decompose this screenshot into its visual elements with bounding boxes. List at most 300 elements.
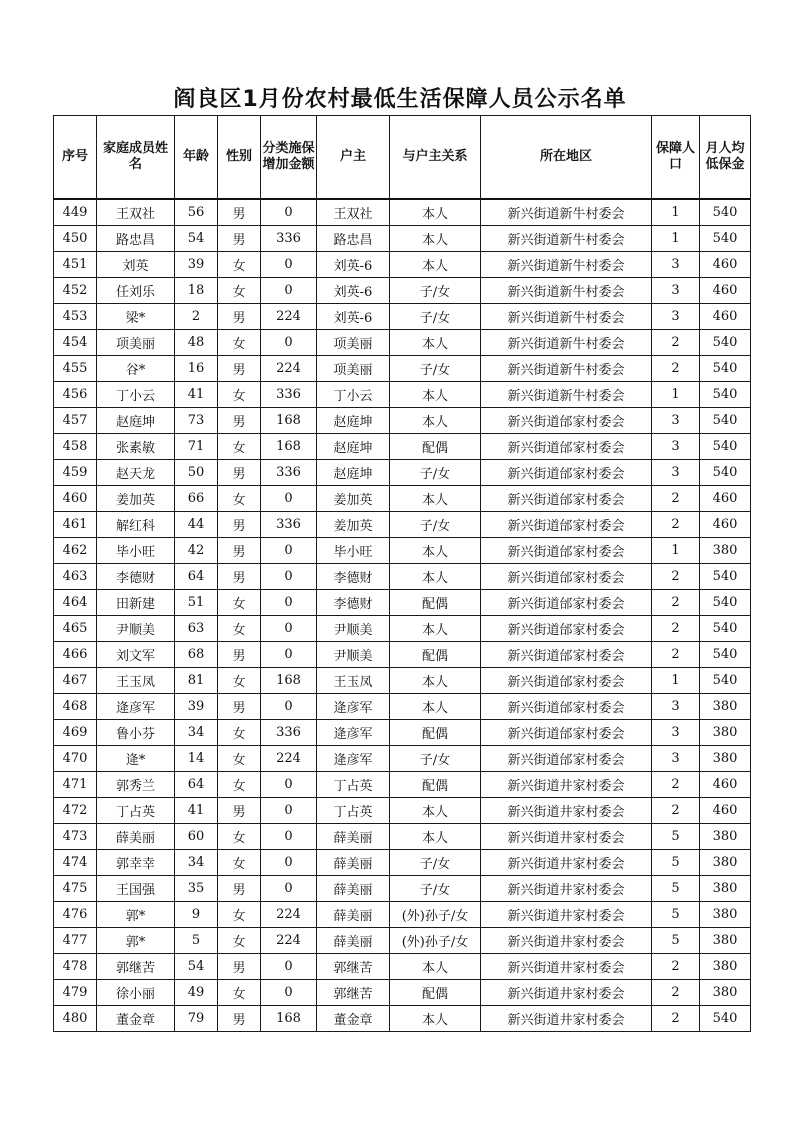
cell-age: 44: [175, 512, 218, 538]
cell-household-head: 王玉凤: [317, 668, 390, 694]
cell-relation: 本人: [390, 408, 481, 434]
cell-relation: 本人: [390, 694, 481, 720]
cell-covered-persons: 3: [652, 434, 700, 460]
cell-gender: 女: [218, 824, 261, 850]
cell-relation: 配偶: [390, 590, 481, 616]
cell-relation: 本人: [390, 252, 481, 278]
col-header-monthly-allowance: 月人均低保金: [700, 116, 751, 200]
cell-covered-persons: 3: [652, 408, 700, 434]
table-row: [54, 954, 751, 980]
cell-member-name: 王双社: [97, 199, 175, 226]
cell-region: 新兴街道邰家村委会: [481, 746, 652, 772]
cell-household-head: 薛美丽: [317, 928, 390, 954]
cell-extra-amount: 0: [261, 616, 317, 642]
cell-age: 48: [175, 330, 218, 356]
cell-region: 新兴街道邰家村委会: [481, 642, 652, 668]
cell-gender: 男: [218, 199, 261, 226]
cell-member-name: 赵天龙: [97, 460, 175, 486]
cell-covered-persons: 1: [652, 226, 700, 252]
cell-household-head: 逄彦军: [317, 694, 390, 720]
cell-index: 471: [54, 772, 97, 798]
cell-member-name: 梁*: [97, 304, 175, 330]
cell-covered-persons: 2: [652, 772, 700, 798]
table-row: [54, 382, 751, 408]
cell-age: 63: [175, 616, 218, 642]
cell-member-name: 鲁小芬: [97, 720, 175, 746]
cell-household-head: 薛美丽: [317, 902, 390, 928]
cell-gender: 男: [218, 460, 261, 486]
cell-member-name: 路忠昌: [97, 226, 175, 252]
cell-gender: 男: [218, 642, 261, 668]
cell-relation: 配偶: [390, 980, 481, 1006]
cell-age: 71: [175, 434, 218, 460]
cell-relation: 本人: [390, 330, 481, 356]
cell-index: 463: [54, 564, 97, 590]
cell-monthly-allowance: 540: [700, 434, 751, 460]
cell-monthly-allowance: 540: [700, 642, 751, 668]
cell-index: 454: [54, 330, 97, 356]
cell-covered-persons: 3: [652, 720, 700, 746]
cell-member-name: 王国强: [97, 876, 175, 902]
cell-relation: 子/女: [390, 356, 481, 382]
cell-member-name: 徐小丽: [97, 980, 175, 1006]
cell-extra-amount: 0: [261, 642, 317, 668]
cell-gender: 男: [218, 512, 261, 538]
cell-relation: (外)孙子/女: [390, 928, 481, 954]
cell-extra-amount: 336: [261, 512, 317, 538]
cell-member-name: 丁小云: [97, 382, 175, 408]
cell-gender: 女: [218, 252, 261, 278]
cell-covered-persons: 1: [652, 382, 700, 408]
cell-region: 新兴街道邰家村委会: [481, 408, 652, 434]
cell-extra-amount: 0: [261, 694, 317, 720]
cell-member-name: 郭秀兰: [97, 772, 175, 798]
cell-relation: 本人: [390, 486, 481, 512]
cell-household-head: 李德财: [317, 590, 390, 616]
cell-region: 新兴街道新牛村委会: [481, 382, 652, 408]
table-row: [54, 798, 751, 824]
cell-index: 470: [54, 746, 97, 772]
table-row: [54, 668, 751, 694]
cell-household-head: 尹顺美: [317, 616, 390, 642]
cell-gender: 女: [218, 382, 261, 408]
cell-monthly-allowance: 380: [700, 824, 751, 850]
col-header-gender: 性别: [218, 116, 261, 200]
cell-gender: 男: [218, 226, 261, 252]
cell-region: 新兴街道井家村委会: [481, 980, 652, 1006]
cell-age: 5: [175, 928, 218, 954]
cell-relation: 本人: [390, 564, 481, 590]
cell-index: 468: [54, 694, 97, 720]
cell-age: 73: [175, 408, 218, 434]
cell-region: 新兴街道新牛村委会: [481, 356, 652, 382]
cell-index: 461: [54, 512, 97, 538]
cell-monthly-allowance: 380: [700, 746, 751, 772]
cell-age: 41: [175, 382, 218, 408]
cell-gender: 男: [218, 564, 261, 590]
cell-index: 452: [54, 278, 97, 304]
cell-region: 新兴街道邰家村委会: [481, 668, 652, 694]
cell-region: 新兴街道井家村委会: [481, 850, 652, 876]
cell-age: 9: [175, 902, 218, 928]
cell-region: 新兴街道邰家村委会: [481, 434, 652, 460]
table-row: [54, 850, 751, 876]
cell-relation: 子/女: [390, 304, 481, 330]
cell-monthly-allowance: 540: [700, 1006, 751, 1032]
cell-monthly-allowance: 540: [700, 460, 751, 486]
cell-extra-amount: 224: [261, 746, 317, 772]
cell-index: 453: [54, 304, 97, 330]
cell-region: 新兴街道井家村委会: [481, 902, 652, 928]
cell-monthly-allowance: 540: [700, 199, 751, 226]
cell-relation: (外)孙子/女: [390, 902, 481, 928]
cell-extra-amount: 0: [261, 954, 317, 980]
table-row: [54, 720, 751, 746]
cell-household-head: 毕小旺: [317, 538, 390, 564]
col-header-covered-persons: 保障人口: [652, 116, 700, 200]
cell-household-head: 薛美丽: [317, 876, 390, 902]
cell-monthly-allowance: 540: [700, 408, 751, 434]
cell-region: 新兴街道新牛村委会: [481, 199, 652, 226]
cell-age: 14: [175, 746, 218, 772]
cell-covered-persons: 5: [652, 928, 700, 954]
cell-monthly-allowance: 540: [700, 564, 751, 590]
cell-extra-amount: 0: [261, 564, 317, 590]
cell-region: 新兴街道井家村委会: [481, 824, 652, 850]
cell-monthly-allowance: 380: [700, 876, 751, 902]
table-row: [54, 1006, 751, 1032]
cell-relation: 本人: [390, 616, 481, 642]
table-row: [54, 876, 751, 902]
cell-gender: 女: [218, 902, 261, 928]
cell-covered-persons: 3: [652, 304, 700, 330]
cell-monthly-allowance: 540: [700, 356, 751, 382]
cell-covered-persons: 3: [652, 278, 700, 304]
cell-member-name: 郭*: [97, 902, 175, 928]
cell-monthly-allowance: 460: [700, 772, 751, 798]
col-header-index: 序号: [54, 116, 97, 200]
cell-member-name: 李德财: [97, 564, 175, 590]
table-row: [54, 304, 751, 330]
cell-region: 新兴街道邰家村委会: [481, 720, 652, 746]
cell-covered-persons: 3: [652, 746, 700, 772]
cell-monthly-allowance: 380: [700, 720, 751, 746]
cell-extra-amount: 168: [261, 434, 317, 460]
cell-gender: 男: [218, 408, 261, 434]
cell-household-head: 刘英-6: [317, 278, 390, 304]
cell-monthly-allowance: 540: [700, 382, 751, 408]
table-row: [54, 356, 751, 382]
cell-gender: 女: [218, 616, 261, 642]
cell-index: 457: [54, 408, 97, 434]
cell-household-head: 薛美丽: [317, 850, 390, 876]
cell-monthly-allowance: 380: [700, 954, 751, 980]
cell-household-head: 赵庭坤: [317, 434, 390, 460]
cell-region: 新兴街道邰家村委会: [481, 590, 652, 616]
cell-index: 477: [54, 928, 97, 954]
cell-age: 56: [175, 199, 218, 226]
cell-age: 64: [175, 772, 218, 798]
cell-relation: 配偶: [390, 772, 481, 798]
cell-covered-persons: 2: [652, 642, 700, 668]
col-header-region: 所在地区: [481, 116, 652, 200]
cell-region: 新兴街道邰家村委会: [481, 512, 652, 538]
cell-extra-amount: 224: [261, 928, 317, 954]
cell-covered-persons: 2: [652, 954, 700, 980]
col-header-member-name: 家庭成员姓名: [97, 116, 175, 200]
cell-household-head: 丁占英: [317, 772, 390, 798]
cell-covered-persons: 5: [652, 824, 700, 850]
cell-index: 460: [54, 486, 97, 512]
cell-index: 462: [54, 538, 97, 564]
cell-gender: 男: [218, 798, 261, 824]
header-row: [54, 116, 751, 200]
cell-age: 68: [175, 642, 218, 668]
cell-gender: 男: [218, 876, 261, 902]
cell-region: 新兴街道邰家村委会: [481, 564, 652, 590]
cell-household-head: 赵庭坤: [317, 460, 390, 486]
cell-age: 34: [175, 720, 218, 746]
cell-relation: 配偶: [390, 642, 481, 668]
cell-age: 54: [175, 954, 218, 980]
cell-extra-amount: 336: [261, 720, 317, 746]
cell-covered-persons: 1: [652, 668, 700, 694]
cell-relation: 本人: [390, 382, 481, 408]
cell-member-name: 尹顺美: [97, 616, 175, 642]
cell-household-head: 逄彦军: [317, 746, 390, 772]
cell-covered-persons: 1: [652, 199, 700, 226]
cell-relation: 子/女: [390, 512, 481, 538]
cell-region: 新兴街道邰家村委会: [481, 538, 652, 564]
cell-gender: 男: [218, 954, 261, 980]
cell-region: 新兴街道邰家村委会: [481, 616, 652, 642]
cell-gender: 女: [218, 590, 261, 616]
cell-member-name: 解红科: [97, 512, 175, 538]
cell-extra-amount: 0: [261, 590, 317, 616]
table-row: [54, 564, 751, 590]
cell-gender: 女: [218, 668, 261, 694]
cell-household-head: 项美丽: [317, 330, 390, 356]
cell-household-head: 李德财: [317, 564, 390, 590]
cell-gender: 女: [218, 720, 261, 746]
cell-extra-amount: 224: [261, 356, 317, 382]
cell-gender: 女: [218, 772, 261, 798]
cell-relation: 本人: [390, 1006, 481, 1032]
cell-gender: 男: [218, 1006, 261, 1032]
cell-gender: 女: [218, 278, 261, 304]
cell-household-head: 姜加英: [317, 512, 390, 538]
table-row: [54, 980, 751, 1006]
cell-covered-persons: 2: [652, 512, 700, 538]
cell-covered-persons: 1: [652, 538, 700, 564]
cell-index: 450: [54, 226, 97, 252]
cell-index: 465: [54, 616, 97, 642]
cell-extra-amount: 0: [261, 252, 317, 278]
cell-extra-amount: 224: [261, 304, 317, 330]
cell-index: 449: [54, 199, 97, 226]
col-header-relation: 与户主关系: [390, 116, 481, 200]
cell-monthly-allowance: 380: [700, 902, 751, 928]
cell-household-head: 路忠昌: [317, 226, 390, 252]
cell-gender: 女: [218, 746, 261, 772]
cell-extra-amount: 0: [261, 798, 317, 824]
cell-monthly-allowance: 540: [700, 590, 751, 616]
cell-relation: 子/女: [390, 278, 481, 304]
cell-age: 39: [175, 694, 218, 720]
cell-member-name: 董金章: [97, 1006, 175, 1032]
cell-member-name: 项美丽: [97, 330, 175, 356]
cell-extra-amount: 0: [261, 824, 317, 850]
cell-household-head: 赵庭坤: [317, 408, 390, 434]
cell-region: 新兴街道新牛村委会: [481, 304, 652, 330]
page-title: 阎良区1月份农村最低生活保障人员公示名单: [173, 87, 627, 112]
cell-monthly-allowance: 460: [700, 798, 751, 824]
cell-household-head: 郭继苦: [317, 954, 390, 980]
cell-relation: 配偶: [390, 434, 481, 460]
cell-monthly-allowance: 380: [700, 980, 751, 1006]
cell-member-name: 刘英: [97, 252, 175, 278]
cell-extra-amount: 0: [261, 876, 317, 902]
cell-covered-persons: 5: [652, 902, 700, 928]
cell-member-name: 逄*: [97, 746, 175, 772]
cell-index: 451: [54, 252, 97, 278]
cell-region: 新兴街道井家村委会: [481, 798, 652, 824]
cell-index: 459: [54, 460, 97, 486]
cell-member-name: 毕小旺: [97, 538, 175, 564]
col-header-extra-amount: 分类施保增加金额: [261, 116, 317, 200]
cell-index: 455: [54, 356, 97, 382]
cell-relation: 子/女: [390, 850, 481, 876]
cell-gender: 男: [218, 356, 261, 382]
cell-extra-amount: 168: [261, 408, 317, 434]
cell-covered-persons: 3: [652, 460, 700, 486]
cell-member-name: 谷*: [97, 356, 175, 382]
cell-index: 469: [54, 720, 97, 746]
cell-member-name: 丁占英: [97, 798, 175, 824]
cell-member-name: 郭幸幸: [97, 850, 175, 876]
cell-extra-amount: 0: [261, 199, 317, 226]
cell-member-name: 张素敏: [97, 434, 175, 460]
cell-covered-persons: 3: [652, 694, 700, 720]
table-row: [54, 746, 751, 772]
cell-index: 472: [54, 798, 97, 824]
cell-region: 新兴街道新牛村委会: [481, 226, 652, 252]
table-row: [54, 642, 751, 668]
cell-gender: 女: [218, 486, 261, 512]
cell-monthly-allowance: 460: [700, 278, 751, 304]
cell-household-head: 刘英-6: [317, 304, 390, 330]
cell-covered-persons: 2: [652, 486, 700, 512]
table-row: [54, 902, 751, 928]
cell-monthly-allowance: 540: [700, 330, 751, 356]
cell-index: 467: [54, 668, 97, 694]
cell-extra-amount: 336: [261, 226, 317, 252]
cell-monthly-allowance: 380: [700, 850, 751, 876]
cell-index: 473: [54, 824, 97, 850]
cell-region: 新兴街道邰家村委会: [481, 694, 652, 720]
cell-covered-persons: 3: [652, 252, 700, 278]
cell-extra-amount: 168: [261, 1006, 317, 1032]
col-header-age: 年龄: [175, 116, 218, 200]
cell-age: 64: [175, 564, 218, 590]
cell-member-name: 刘文军: [97, 642, 175, 668]
cell-member-name: 姜加英: [97, 486, 175, 512]
cell-covered-persons: 5: [652, 850, 700, 876]
cell-index: 478: [54, 954, 97, 980]
cell-relation: 本人: [390, 798, 481, 824]
table-row: [54, 252, 751, 278]
cell-relation: 子/女: [390, 460, 481, 486]
cell-gender: 男: [218, 538, 261, 564]
cell-extra-amount: 0: [261, 772, 317, 798]
col-header-household-head: 户主: [317, 116, 390, 200]
cell-member-name: 郭继苦: [97, 954, 175, 980]
cell-monthly-allowance: 380: [700, 928, 751, 954]
cell-member-name: 王玉凤: [97, 668, 175, 694]
cell-household-head: 丁小云: [317, 382, 390, 408]
cell-relation: 本人: [390, 538, 481, 564]
cell-household-head: 项美丽: [317, 356, 390, 382]
table-row: [54, 616, 751, 642]
cell-age: 79: [175, 1006, 218, 1032]
cell-age: 51: [175, 590, 218, 616]
cell-region: 新兴街道井家村委会: [481, 1006, 652, 1032]
cell-index: 464: [54, 590, 97, 616]
cell-covered-persons: 2: [652, 798, 700, 824]
cell-index: 466: [54, 642, 97, 668]
cell-extra-amount: 224: [261, 902, 317, 928]
cell-member-name: 田新建: [97, 590, 175, 616]
table-row: [54, 460, 751, 486]
roster-table: [53, 115, 751, 1032]
table-row: [54, 278, 751, 304]
cell-extra-amount: 0: [261, 278, 317, 304]
cell-covered-persons: 2: [652, 356, 700, 382]
cell-gender: 男: [218, 694, 261, 720]
cell-monthly-allowance: 460: [700, 486, 751, 512]
cell-age: 34: [175, 850, 218, 876]
table-row: [54, 590, 751, 616]
cell-gender: 女: [218, 434, 261, 460]
cell-age: 2: [175, 304, 218, 330]
cell-gender: 女: [218, 928, 261, 954]
cell-region: 新兴街道井家村委会: [481, 772, 652, 798]
cell-household-head: 刘英-6: [317, 252, 390, 278]
cell-monthly-allowance: 540: [700, 226, 751, 252]
cell-gender: 女: [218, 980, 261, 1006]
cell-index: 456: [54, 382, 97, 408]
cell-age: 54: [175, 226, 218, 252]
cell-age: 42: [175, 538, 218, 564]
cell-extra-amount: 336: [261, 460, 317, 486]
cell-covered-persons: 2: [652, 564, 700, 590]
cell-covered-persons: 2: [652, 330, 700, 356]
cell-index: 458: [54, 434, 97, 460]
cell-region: 新兴街道邰家村委会: [481, 486, 652, 512]
cell-covered-persons: 2: [652, 980, 700, 1006]
cell-covered-persons: 2: [652, 1006, 700, 1032]
table-row: [54, 486, 751, 512]
cell-household-head: 郭继苦: [317, 980, 390, 1006]
cell-monthly-allowance: 540: [700, 616, 751, 642]
cell-monthly-allowance: 460: [700, 512, 751, 538]
cell-extra-amount: 0: [261, 850, 317, 876]
cell-age: 81: [175, 668, 218, 694]
cell-age: 41: [175, 798, 218, 824]
cell-region: 新兴街道邰家村委会: [481, 460, 652, 486]
cell-household-head: 薛美丽: [317, 824, 390, 850]
table-row: [54, 434, 751, 460]
